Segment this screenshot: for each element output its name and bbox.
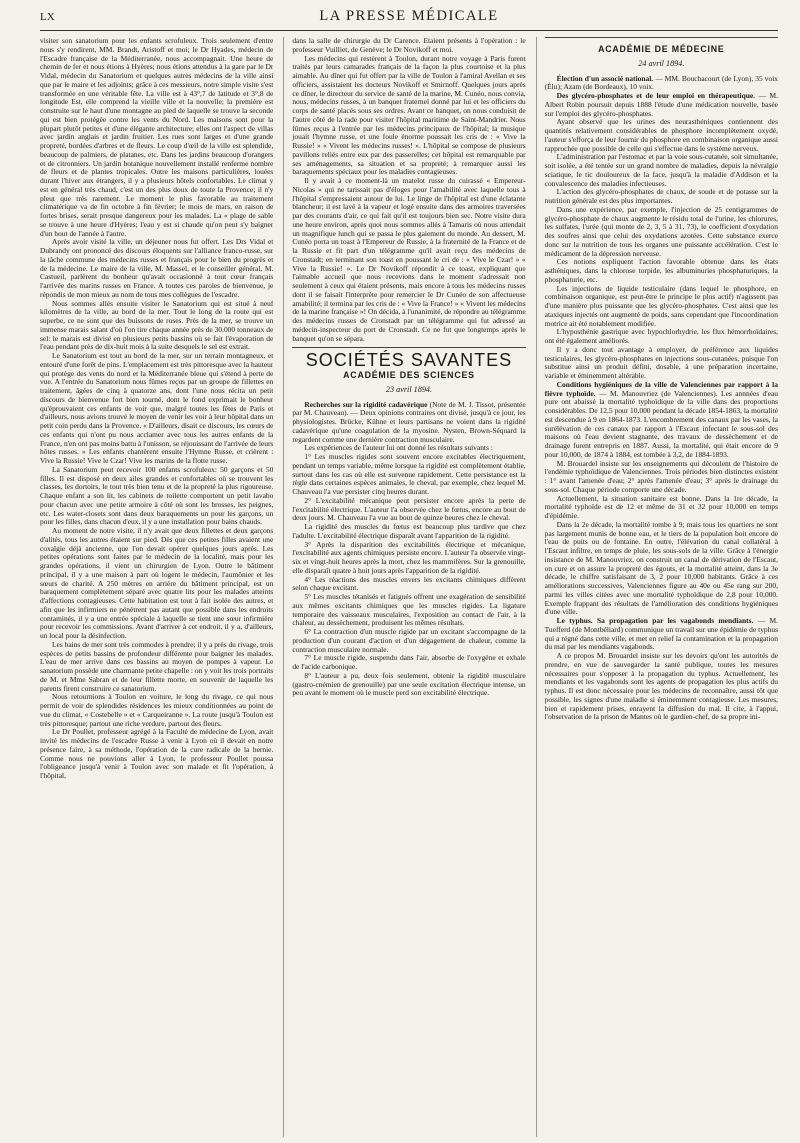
paragraph: Les bains de mer sont très commodes à prendre; il y a près du rivage, trois espèces de petits bassins de profondeur différente pour baigner les malades. L'eau de mer arrive dans ces bassins au moyen de pompes à vapeur. Le sanatorium possède une charmante petite chapelle : on y voit les trois portraits de M. et Mme Sabran et de leur fillette morte, en souvenir de laquelle les parents firent construire ce sanatorium.	[40, 639, 274, 693]
news-item	[545, 381, 778, 460]
paragraph: 3° Après la disparition des excitabilités électrique et mécanique, l'excitabilité aux agents chimiques persiste encore. L'auteur l'a observée vingt-six et vingt-huit heures après la mort, chez les mammifères. Sur la grenouille, elle disparaît quatre à huit jours après l'apparition de la rigidité.	[292, 539, 526, 575]
paragraph: Le Sanatorium est tout au bord de la mer, sur un terrain montagneux, et entouré d'une forêt de pins. L'emplacement est très pittoresque avec la hauteur qui protège des vents du nord et la Méditerranée bleue qui s'étend à perte de vue. A l'entrée du Sanatorium nous fûmes reçus par un groupe de fillettes en traitement, âgées de cinq à quatorze ans, dont l'une nous récita un petit discours de bienvenue fort bien tourné, dont le fond exprimait le bonheur qu'éprouvaient ces enfants de voir que, malgré toutes les fêtes de Paris et d'ailleurs, nous avions trouvé le moyen de venir les voir à leur hôpital dans un petit coin perdu dans la Provence. « D'ailleurs, disait ce discours, les cœurs de ces enfants qui n'ont pu nous acclamer avec tous les autres enfants de la France, n'en ont pas moins battu à l'unisson, se réjouissant de l'arrivée de leurs hôtes russes. » Les enfants chantèrent ensuite l'Hymne Russe, et crièrent : Vive la Russie! Vive le Czar! Vive les marins de la flotte russe.	[40, 351, 274, 465]
page-number: LX	[40, 11, 55, 23]
item-title: Conditions hygiéniques de la ville de Valenciennes par rapport à la fièvre typhoïde.	[544, 379, 778, 398]
session-date: 24 avril 1894.	[638, 58, 685, 68]
academy-section	[545, 37, 778, 69]
article-lead	[292, 401, 525, 445]
paragraph: Les médecins qui restèrent à Toulon, durant notre voyage à Paris furent traités par leurs camarades français de la façon la plus courtoise et la plus aimable. Au dîner qui fut offert par la ville de Toulon à l'amiral Avellan et ses officiers, assistaient les docteurs Novikoff et Smirnoff. Quelques jours après ce dîner, le directeur du service de santé de la marine, M. Cunéo, nous convia, nous, médecins russes, à un banquet fraternel donné par lui et les officiers du corps de santé placés sous ses ordres. Avant ce banquet, on nous conduisit de l'autre côté de la rade pour visiter l'hôpital maritime de Saint-Mandrier. Nous fûmes reçus à l'entrée par les médecins principaux de l'hôpital; la musique jouait l'hymne russe, et une foule énorme poussait les cris de : « Vive la Russie! » « Vivent les médecins russes! ». L'hôpital se compose de plusieurs pavillons reliés entre eux par des passerelles; cet hôpital est remarquable par ses aménagements, sa situation et sa propreté; à remarquer aussi les baraquements spéciaux pour les maladies contagieuses.	[292, 53, 526, 177]
paragraph: Les expériences de l'auteur lui ont donné les résultats suivants :	[304, 443, 493, 453]
item-title: Le typhus. Sa propagation par les vagabonds mendiants.	[556, 616, 754, 625]
paragraph: Il y avait à ce moment-là un matelot russe du cuirassé « Empereur-Nicolas » qui ne tarissait pas d'éloges pour l'amabilité avec laquelle tous à l'hôpital s'empressaient autour de lui. Le linge de l'hôpital est d'une éclatante blancheur; il est lavé à la vapeur et logé ensuite dans des armoires traversées par des courants d'air, ce qui fait qu'il est toujours bien sec. Notre visite dura une heure environ, après quoi nous sommes allés à Tamaris où nous attendait un magnifique lunch qui se passa le plus gaiement du monde. Au dessert, M. Cunéo porta un toast à l'Empereur de Russie, à la fraternité de la France et de la Russie et fit part d'un télégramme qu'il avait reçu des médecins de Cronstadt; en terminant son toast en poussant le cri de : « Vive le Czar! » « Vive la Russie! ». Le Dr Novikoff répondit à ce toast, expliquant que l'aimable accueil que nous recevions dans le moment s'adressait non seulement à ceux qui étaient présents, mais encore à tous les médecins russes dont il se faisait l'interprète pour remercier le Dr Cunéo de son affectueuse amabilité; il termina par les cris de : « Vive la France! » « Vivent les médecins de la marine française »! On décida, à l'unanimité, de répondre au télégramme des médecins russes de Cronstadt par un télégramme qui fut adressé au médecin-inspecteur du port de Cronstadt. Ce ne fut que longtemps après le banquet qu'on se sépara.	[292, 176, 526, 343]
item-title: Des glycéro-phosphates et de leur emploi en thérapeutique.	[556, 91, 756, 100]
paragraph: 4° Les réactions des muscles envers les excitants chimiques diffèrent selon chaque excitant.	[292, 574, 526, 593]
paragraph: M. Brouardel insiste sur les enseignements qui découlent de l'histoire de l'endémie typhoïdique de Valenciennes. Trois périodes bien distinctes existent : 1° avant l'amenée d'eau; 2° après l'amenée d'eau; 3° après le drainage du sous-sol. Chaque période comporte une décade.	[544, 458, 778, 494]
article-intro: (Note de M. J. Tissot, présentée par M. Chauveau). — Deux opinions contraires ont divisé, jusqu'à ce jour, les physiologistes. Brücke, Kühne et leurs partisans ne voient dans la rigidité cadavérique qu'une coagulation de la myosine. Nysten, Brown-Séquard la regardent comme une dernière contraction musculaire.	[292, 399, 526, 444]
academy-heading: ACADÉMIE DE MÉDECINE	[598, 44, 725, 54]
paragraph: Actuellement, la situation sanitaire est bonne. Dans la 1re décade, la mortalité typhoïde est de 12 et même de 31 et 32 pour 10,000 en temps d'épidémie.	[544, 493, 778, 520]
paragraph: 7° Le muscle rigide, suspendu dans l'air, absorbe de l'oxygène et exhale de l'acide carbonique.	[292, 653, 526, 671]
paragraph: 5° Les muscles tétanisés et fatigués offrent une exagération de sensibilité aux mêmes excitants chimiques que les muscles rigides. La ligature temporaire des vaisseaux musculaires, l'exposition au contact de l'air, à la chaleur, au dessèchement, produisent les mêmes résultats.	[292, 592, 526, 628]
paragraph: visiter son sanatorium pour les enfants scrofuleux. Trois seulement d'entre nous s'y rendirent, MM. Brandt, Aristoff et moi; le Dr Hyades, médecin de l'Escadre française de la Méditerranée, nous accompagnait. Une heure de chemin de fer et nous étions à Hyères; nous étions attendus à la gare par le Dr Vidal, médecin du Sanatorium et quelques autres médecins de la ville ainsi que par le maire et les adjoints; grâce à ces messieurs, notre simple visite s'est transformée en une véritable fête. La ville est à 43°,7 de latitude et 3°,8 de longitude Est, elle comprend la vieille ville et la nouvelle; la première est construite sur le haut d'une montagne au pied de laquelle se trouve la seconde qui est bien protégée contre les vents du Nord. Les maisons sont pour la plupart plutôt petites et d'une élégante architecture; elles ont l'aspect de villas avec jardin anglais et jardin fruitier. Les rues sont larges et d'une grande propreté, bordées d'arbres et de fleurs. Le coup d'œil de la ville est splendide, beaucoup de palmiers, de platanes, etc. Dans les jardins beaucoup d'orangers et de citronniers. Un jardin botanique nouvellement installé renferme nombre de fleurs et de plantes tropicales. Outre les maisons particulières, louées durant l'hiver aux étrangers, il y a plusieurs hôtels confortables. Le climat y est en général très chaud, c'est un des plus doux de toute la Provence; il n'y pleut que très rarement. Le moment le plus favorable au traitement climatérique va de fin octobre à fin février; le mois de mars, en raison de fortes brises, serait presque dangereux pour les malades. La « plage de sable se trouve à une heure d'Hyères; l'eau y est si chaude qu'on peut s'y baigner d'un bout de l'année à l'autre.	[40, 37, 274, 238]
text-columns	[40, 37, 778, 1137]
news-item	[545, 75, 778, 93]
paragraph: 1° Les muscles rigides sont souvent encore excitables électriquement, pendant un temps variable, même lorsque la rigidité est complètement établie, surtout dans les cas où elle est survenue rapidement. Cette persistance est la règle dans certaines espèces animales, le cheval, par exemple, chez lequel M. Chauveau l'a vue persister cinq heures durant.	[292, 452, 526, 496]
paragraph: L'hyposthénie gastrique avec hypochlorhydrie, les flux hémorrhoïdaires, ont été également améliorés.	[544, 327, 778, 345]
paragraph: Ces notions expliquent l'action favorable obtenue dans les états asthéniques, dans la chlorose torpide, les albuminuries phosphaturiques, la phosphaturie, etc.	[544, 257, 778, 284]
paragraph: 6° La contraction d'un muscle rigide par un excitant s'accompagne de la production d'un courant d'action et d'un dégagement de chaleur, comme la contraction musculaire normale.	[292, 627, 526, 654]
paragraph: Nous retournions à Toulon en voiture, le long du rivage, ce qui nous permit de voir de splendides résidences les mieux conditionnées au point de vue du climat, « Costebelle » et « Carqueiranne ». La route jusqu'à Toulon est très pittoresque; partout une riche verdure, partout des fleurs.	[40, 692, 274, 728]
paragraph: Dans la 2e décade, la mortalité tombe à 9; mais tous les quartiers ne sont pas largement munis de bonne eau, et le tiers de la population boit encore de l'eau de puits ou de fontaine. En outre, l'élévation du canal collatéral à l'Escaut infiltre, en temps de pluie, les sous-sols de la ville. Grâce à l'énergie insistance de M. Manouvriez, on construit un canal de dérivation de l'Escaut, on cure et on assure la propreté des égouts, et la mortalité atteint, dans la 3e décade, le chiffre satisfaisant de 3, 2 pour 10,000 habitants. Grâce à ces améliorations successives, Valenciennes figure au 40e ou 45e rang sur 200, parmi les villes citées avec une mortalité typhoïdique de 2,8 pour 10,000. Exemple frappant des résultats de l'amélioration des conditions hygiéniques d'une ville.	[544, 519, 778, 617]
column-1	[40, 37, 273, 1137]
paragraph: Ayant observé que les urines des neurasthéniques contiennent des quantités relativement considérables de phosphore incomplètement oxydé, l'auteur s'efforça de leur fournir du phosphore en combinaison organique aussi rapprochée que possible de celle qui s'effectue dans le système nerveux.	[544, 117, 778, 153]
paragraph: Au moment de notre visite, il n'y avait que deux fillettes et deux garçons d'alités, tous les autres étaient sur pied. Dès que ces petites filles avaient une coxalgie déjà ancienne, que l'on devait opérer quelques jours après. Les petites opérations sont faites par le médecin de la localité, mais pour les grandes opérations, il vient un chirurgien de Lyon. Outre le bâtiment principal, il y a une maison à part où logent le médecin, l'aumônier et les sœurs de charité. A 250 mètres en arrière du bâtiment principal, est un baraquement complètement séparé avec quatre lits pour les malades atteints d'affections contagieuses. Cette habitation est tout à fait isolée des autres, et afin que les infirmiers ne pénètrent pas autant que possible dans les endroits contaminés, il y a une entrée spéciale à laquelle se tient une sœur infirmière pour recevoir les commissions. Avant d'arriver à cet endroit, il y a, d'ailleurs, un local pour la désinfection.	[40, 526, 274, 640]
item-text: — M. Tuefferd (de Montbéliard) communique un travail sur une épidémie de typhus qui a régné dans cette ville, et met en relief la contamination et la propagation du mal par les mendiants vagabonds.	[544, 616, 778, 652]
paragraph: La rigidité des muscles du fœtus est beaucoup plus tardive que chez l'adulte. L'excitabilité électrique disparaît avant l'apparition de la rigidité.	[292, 522, 526, 540]
paragraph: A ce propos M. Brouardel insiste sur les devoirs qu'ont les autorités de prendre, en vue de sauvegarder la santé publique, toutes les mesures nécessaires pour s'opposer à la propagation du typhus. Actuellement, les mendiants et les vagabonds sont les agents de propagation les plus actifs du typhus. Il est donc nécessaire pour les médecins de reconnaître, aussi tôt que possible, les signes d'une maladie si éminemment contagieuse. Les mesures, bien et rapidement prises, enrayent la diffusion du mal. Il cite, à l'appui, l'observation de la prison de Mantes où le gardien-chef, de sa propre ini-	[544, 651, 778, 722]
journal-title: LA PRESSE MÉDICALE	[319, 8, 499, 24]
paragraph: Le Dr Poullet, professeur agrégé à la Faculté de médecine de Lyon, avait invité les médecins de l'escadre Russe à venir à Lyon où il devait en notre présence faire, à sa méthode, l'opération de la cure radicale de la hernie. Comme nous ne pouvions aller à Lyon, le professeur Poullet poussa l'obligeance jusqu'à venir à Toulon avec son malade et fit l'opération, à l'hôpital,	[40, 727, 274, 780]
item-title: Élection d'un associé national.	[556, 73, 654, 83]
item-text: — M. Albert Robin poursuit depuis 1888 l'étude d'une médication nouvelle, basée sur l'emploi des glycéro-phosphates.	[544, 91, 778, 118]
column-3	[536, 37, 778, 1137]
academy-heading: ACADÉMIE DES SCIENCES	[343, 370, 475, 380]
item-text: — MM. Bouchacourt (de Lyon), 35 voix (Élu); Azam (de Bordeaux), 10 voix.	[544, 73, 778, 92]
paragraph: L'action des glycéro-phosphates de chaux, de soude et de potasse sur la nutrition générale est des plus importantes.	[544, 187, 778, 205]
paragraph: 2° L'excitabilité mécanique peut persister encore après la perte de l'excitabilité électrique. L'auteur l'a observée chez le fœtus, encore au bout de deux jours. M. Chauveau l'a vue au bout de quinze heures chez le cheval.	[292, 495, 526, 523]
running-head	[40, 8, 778, 31]
column-2	[283, 37, 525, 1137]
paragraph: Les injections de liquide testiculaire (dans lequel le phosphore, en combinaison organique, est peut-être le principe le plus actif) n'agissent pas d'une manière plus puissante que les glycéro-phosphates. C'est ainsi que les ataxiques injectés ont augmenté de poids, sans cependant que l'incoordination motrice ait été notablement modifiée.	[544, 283, 778, 328]
item-text: — M. Manouvriez (de Valenciennes). Les annnées d'eau pure ont abaissé la mortalité typhoïdique de la ville dans des proportions considérables. De 12,5 pour 10,000 pendant la décade 1854-1863, la mortalité est descendue à 9 en 1864-1873. L'encombrement des canaux par les vases, la surélévation de ces canaux par rapport à l'Escaut infectant le sous-sol des maisons où l'eau devient stagnante, des travaux de dessèchement et de drainage furent entrepris en 1887. Aussi, la mortalité, qui était encore de 9 pour 10,000, de 1874 à 1884, est tombée à 3,2, de 1884-1893.	[544, 388, 778, 459]
paragraph: Dans une expérience, par exemple, l'injection de 25 centigrammes de glycéro-phosphate de chaux augmente le résidu total de l'urine, les chlorures, les sulfates, l'urée (qui monte de 2, 3, 5 à 31, 73), le coefficient d'oxydation des soufres ainsi que celui des oxydations azotées. Cette substance exerce donc sur la nutrition de tous les organes une puissante accélération. C'est le médicament de la dépression nerveuse.	[544, 204, 778, 258]
paragraph: Il y a donc tout avantage à employer, de préférence aux liquides testiculaires, les glycéro-phosphates en injections sous-cutanées, puisque l'on substitue ainsi un produit défini, dosable, à une préparation incertaine, variable et éminemment altérable.	[544, 344, 778, 380]
section-title: SOCIÉTÉS SAVANTES	[305, 350, 513, 371]
paragraph: L'administration par l'estomac et par la voie sous-cutanée, soit simultanée, soit isolée, a été tentée sur un grand nombre de maladies, depuis la névralgie sciatique, le tic douloureux de la face, jusqu'à la maladie d'Addison et la convalescence des maladies infectieuses.	[544, 152, 778, 188]
news-item	[545, 92, 778, 118]
paragraph: Nous sommes allés ensuite visiter le Sanatorium qui est situé à neuf kilomètres de la ville, au bord de la mer. Tout le long de la route qui est superbe, ce ne sont que des buissons de roses. Près de la mer, se trouve un immense marais salant d'où l'on tire chaque année près de 30.000 tonneaux de sel: le marais est divisé en plusieurs petits bassins où se fait l'évaporation de l'eau pendant près de dix-huit mois à la suite desquels le sel est extrait.	[40, 298, 274, 352]
news-item	[545, 617, 778, 652]
article-title: Recherches sur la rigidité cadavérique	[304, 399, 428, 409]
section-rule	[292, 347, 525, 348]
session-date: 23 avril 1894.	[385, 384, 433, 394]
paragraph: 8° L'auteur a pu, deux fois seulement, obtenir la rigidité musculaire (gastro-cnémien de grenouille) par une seule excitation électrique intense, un peu avant le moment où le muscle perd son excitabilité électrique.	[292, 670, 526, 698]
paragraph: La Sanatorium peut recevoir 100 enfants scrofuleux: 50 garçons et 50 filles. Il est disposé en deux ailes grandes et confortables où se trouvent les classes, les dortoirs, le tout très bien tenu et de la propreté la plus rigoureuse. Chaque enfant a son lit, les cabinets de toilette comportent un petit lavabo pour chacun avec une petite armoire à côté où sont les brosses, les peignes, etc. Les water-closets sont dans deux baraquements un pour les garçons, un pour les filles, dans chacun d'eux, il y a une installation pour bains chauds.	[40, 464, 274, 527]
paragraph: dans la salle de chirurgie du Dr Carence. Etaient présents à l'opération : le professeur Vuilliet, de Genève; le Dr Novikoff et moi.	[292, 37, 526, 54]
paragraph: Après avoir visité la ville, un déjeuner nous fut offert. Les Drs Vidal et Dubrandy ont prononcé des discours éloquents sur l'alliance franco-russe, sur la tâche commune des médecins russes et français pour le bien du progrès et de la médecine. Le maire de la ville, M. Massel, et le conseiller général, M. Castueil, parlèrent du bonheur qu'avait occasionné à tout cœur français l'arrivée des marins russes en France. A toutes ces paroles de bienvenue, je répondis de mon mieux au nom de tous mes collègues de l'escadre.	[40, 237, 274, 299]
